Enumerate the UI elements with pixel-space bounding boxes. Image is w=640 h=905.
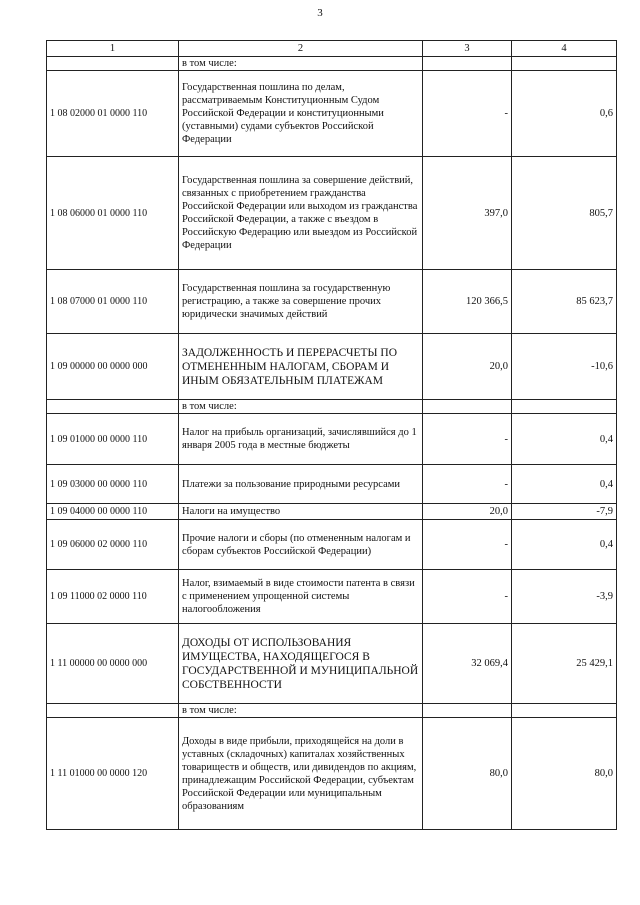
table-row (47, 520, 617, 570)
value-cell: 32 069,4 (423, 624, 512, 704)
code-cell (47, 400, 179, 414)
code-cell: 1 08 07000 01 0000 110 (47, 270, 179, 334)
value-cell: - (423, 414, 512, 465)
value-cell (423, 400, 512, 414)
value-cell: 0,6 (512, 71, 617, 157)
value-cell (512, 400, 617, 414)
code-cell: 1 09 03000 00 0000 110 (47, 465, 179, 504)
value-cell: 80,0 (512, 718, 617, 830)
value-cell: - (423, 465, 512, 504)
value-cell: - (423, 71, 512, 157)
table-row (47, 57, 617, 71)
code-cell: 1 11 00000 00 0000 000 (47, 624, 179, 704)
code-cell (47, 704, 179, 718)
column-header: 4 (512, 41, 617, 57)
description-cell: Налог, взимаемый в виде стоимости патента в связи с применением упрощенной системы налогообложения (179, 570, 423, 624)
code-cell: 1 08 02000 01 0000 110 (47, 71, 179, 157)
value-cell: - (423, 520, 512, 570)
code-cell: 1 09 06000 02 0000 110 (47, 520, 179, 570)
description-cell: в том числе: (179, 57, 423, 71)
table-row (47, 414, 617, 465)
value-cell (423, 704, 512, 718)
description-cell: Государственная пошлина по делам, рассматриваемым Конституционным Судом Российской Федерации и конституционными (уставными) судами субъектов Российской Федерации (179, 71, 423, 157)
table-row (47, 157, 617, 270)
code-cell: 1 09 01000 00 0000 110 (47, 414, 179, 465)
value-cell: 25 429,1 (512, 624, 617, 704)
page-number: 3 (317, 7, 323, 19)
value-cell (512, 704, 617, 718)
value-cell: 85 623,7 (512, 270, 617, 334)
table-row (47, 718, 617, 830)
table-row (47, 504, 617, 520)
description-cell: Государственная пошлина за совершение действий, связанных с приобретением гражданства Российской Федерации или выходом из гражданства Российской Федерации, а также с въездом в Российскую Федерацию или выездом из Российской Федерации (179, 157, 423, 270)
code-cell: 1 09 00000 00 0000 000 (47, 334, 179, 400)
code-cell (47, 57, 179, 71)
value-cell (512, 57, 617, 71)
table-row (47, 400, 617, 414)
value-cell (423, 57, 512, 71)
table-row (47, 334, 617, 400)
table-row (47, 624, 617, 704)
column-header: 1 (47, 41, 179, 57)
description-cell: ДОХОДЫ ОТ ИСПОЛЬЗОВАНИЯ ИМУЩЕСТВА, НАХОДЯЩЕГОСЯ В ГОСУДАРСТВЕННОЙ И МУНИЦИПАЛЬНОЙ СОБСТВЕННОСТИ (179, 624, 423, 704)
table-row (47, 270, 617, 334)
value-cell: 397,0 (423, 157, 512, 270)
column-header: 2 (179, 41, 423, 57)
header-row (47, 41, 617, 57)
value-cell: -7,9 (512, 504, 617, 520)
column-header: 3 (423, 41, 512, 57)
budget-table (46, 40, 617, 830)
description-cell: Доходы в виде прибыли, приходящейся на доли в уставных (складочных) капиталах хозяйственных товариществ и обществ, или дивидендов по акциям, принадлежащим Российской Федерации, субъектам Российской Федерации или муниципальным образованиям (179, 718, 423, 830)
value-cell: 0,4 (512, 520, 617, 570)
description-cell: Государственная пошлина за государственную регистрацию, а также за совершение прочих юридически значимых действий (179, 270, 423, 334)
table-row (47, 71, 617, 157)
table-row (47, 570, 617, 624)
code-cell: 1 09 04000 00 0000 110 (47, 504, 179, 520)
description-cell: в том числе: (179, 704, 423, 718)
value-cell: 20,0 (423, 504, 512, 520)
code-cell: 1 08 06000 01 0000 110 (47, 157, 179, 270)
value-cell: 0,4 (512, 414, 617, 465)
description-cell: в том числе: (179, 400, 423, 414)
description-cell: Налоги на имущество (179, 504, 423, 520)
value-cell: 0,4 (512, 465, 617, 504)
value-cell: -10,6 (512, 334, 617, 400)
value-cell: 120 366,5 (423, 270, 512, 334)
value-cell: -3,9 (512, 570, 617, 624)
description-cell: Прочие налоги и сборы (по отмененным налогам и сборам субъектов Российской Федерации) (179, 520, 423, 570)
table-row (47, 704, 617, 718)
description-cell: Платежи за пользование природными ресурсами (179, 465, 423, 504)
description-cell: Налог на прибыль организаций, зачислявшийся до 1 января 2005 года в местные бюджеты (179, 414, 423, 465)
table-row (47, 465, 617, 504)
code-cell: 1 11 01000 00 0000 120 (47, 718, 179, 830)
value-cell: 20,0 (423, 334, 512, 400)
value-cell: - (423, 570, 512, 624)
code-cell: 1 09 11000 02 0000 110 (47, 570, 179, 624)
value-cell: 805,7 (512, 157, 617, 270)
description-cell: ЗАДОЛЖЕННОСТЬ И ПЕРЕРАСЧЕТЫ ПО ОТМЕНЕННЫМ НАЛОГАМ, СБОРАМ И ИНЫМ ОБЯЗАТЕЛЬНЫМ ПЛАТЕЖАМ (179, 334, 423, 400)
value-cell: 80,0 (423, 718, 512, 830)
